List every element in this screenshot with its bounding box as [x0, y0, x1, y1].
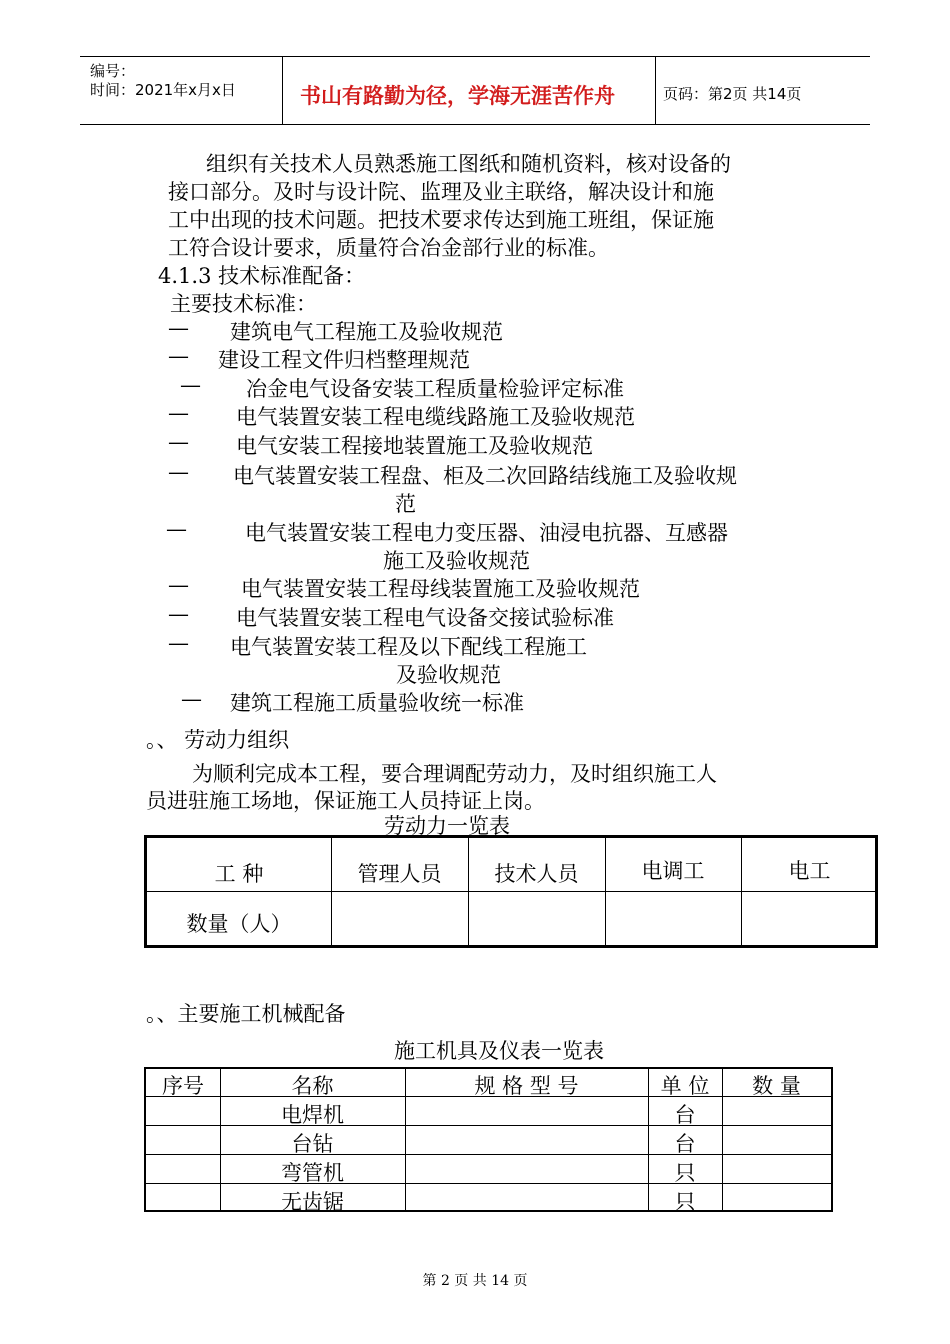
page-footer: 第 2 页 共 14 页: [422, 1273, 528, 1289]
standard-item: 建筑电气工程施工及验收规范: [230, 320, 503, 344]
table-row-label: 数量（人）: [186, 912, 292, 936]
standard-item-continued: 及验收规范: [396, 663, 501, 687]
standard-item: 电气装置安装工程电缆线路施工及验收规范: [236, 405, 635, 429]
table-cell-unit: 台: [674, 1103, 696, 1127]
list-dash: —: [168, 573, 189, 597]
standard-item: 电气装置安装工程电气设备交接试验标准: [236, 606, 614, 630]
list-dash: —: [168, 430, 189, 454]
standards-heading: 主要技术标准：: [170, 292, 317, 316]
header-divider: [655, 56, 656, 124]
list-dash: —: [168, 460, 189, 484]
table-cell-unit: 台: [674, 1132, 696, 1156]
standard-item: 建设工程文件归档整理规范: [218, 348, 470, 372]
list-dash: —: [168, 401, 189, 425]
header-top-rule: [80, 56, 870, 57]
table-cell-name: 台钻: [291, 1132, 334, 1156]
table-header-cell: 名称: [291, 1074, 334, 1098]
table-header-cell: 工 种: [214, 862, 264, 886]
header-divider: [282, 56, 283, 124]
document-time-label: 时间：2021年x月x日: [90, 81, 236, 99]
page-info: 页码：第2页 共14页: [663, 85, 802, 103]
labor-table-title: 劳动力一览表: [384, 814, 510, 838]
standard-item: 电气安装工程接地装置施工及验收规范: [236, 434, 593, 458]
table-cell-name: 电焊机: [281, 1103, 344, 1127]
labor-table: [144, 835, 878, 948]
machines-table: [144, 1067, 833, 1212]
standard-item-continued: 施工及验收规范: [383, 549, 530, 573]
table-header-cell: 序号: [162, 1074, 204, 1098]
table-cell-name: 无齿锯: [281, 1190, 344, 1214]
table-header-cell: 管理人员: [357, 862, 442, 886]
table-header-cell: 技术人员: [494, 862, 579, 886]
list-dash: —: [168, 316, 189, 340]
list-dash: —: [166, 517, 187, 541]
text-line: 接口部分。及时与设计院、监理及业主联络，解决设计和施: [168, 180, 714, 204]
table-gridline: [147, 891, 875, 892]
machines-table-title: 施工机具及仪表一览表: [394, 1039, 604, 1063]
list-dash: —: [168, 344, 189, 368]
list-dash: —: [168, 631, 189, 655]
machines-heading: 。、主要施工机械配备: [146, 1002, 346, 1026]
standard-item-continued: 范: [395, 492, 416, 516]
header-bottom-rule: [80, 124, 870, 125]
standard-item: 电气装置安装工程及以下配线工程施工: [230, 635, 587, 659]
table-cell-unit: 只: [674, 1161, 696, 1185]
standard-item: 建筑工程施工质量验收统一标准: [230, 691, 524, 715]
list-dash: —: [181, 687, 202, 711]
table-cell-unit: 只: [674, 1190, 696, 1214]
text-line: 工中出现的技术问题。把技术要求传达到施工班组，保证施: [168, 208, 714, 232]
table-header-cell: 数 量: [752, 1074, 801, 1098]
table-header-cell: 电工: [788, 859, 831, 883]
standard-item: 冶金电气设备安装工程质量检验评定标准: [246, 377, 624, 401]
list-dash: —: [168, 602, 189, 626]
labor-heading: 。、 劳动力组织: [146, 728, 290, 752]
text-line: 为顺利完成本工程，要合理调配劳动力，及时组织施工人: [192, 762, 717, 786]
standard-item: 电气装置安装工程盘、柜及二次回路结线施工及验收规: [233, 464, 737, 488]
header-motto: 书山有路勤为径，学海无涯苦作舟: [300, 84, 615, 108]
document-number-label: 编号：: [90, 62, 136, 80]
list-dash: —: [180, 373, 201, 397]
table-header-cell: 单 位: [660, 1074, 710, 1098]
standard-item: 电气装置安装工程电力变压器、油浸电抗器、互感器: [245, 521, 728, 545]
text-line: 工符合设计要求，质量符合冶金部行业的标准。: [168, 236, 609, 260]
text-line: 员进驻施工场地，保证施工人员持证上岗。: [146, 789, 545, 813]
standard-item: 电气装置安装工程母线装置施工及验收规范: [241, 577, 640, 601]
table-cell-name: 弯管机: [281, 1161, 344, 1185]
section-heading: 4.1.3 技术标准配备：: [158, 264, 366, 288]
table-header-cell: 规 格 型 号: [474, 1074, 579, 1098]
text-line: 组织有关技术人员熟悉施工图纸和随机资料，核对设备的: [206, 152, 731, 176]
table-header-cell: 电调工: [641, 859, 705, 883]
